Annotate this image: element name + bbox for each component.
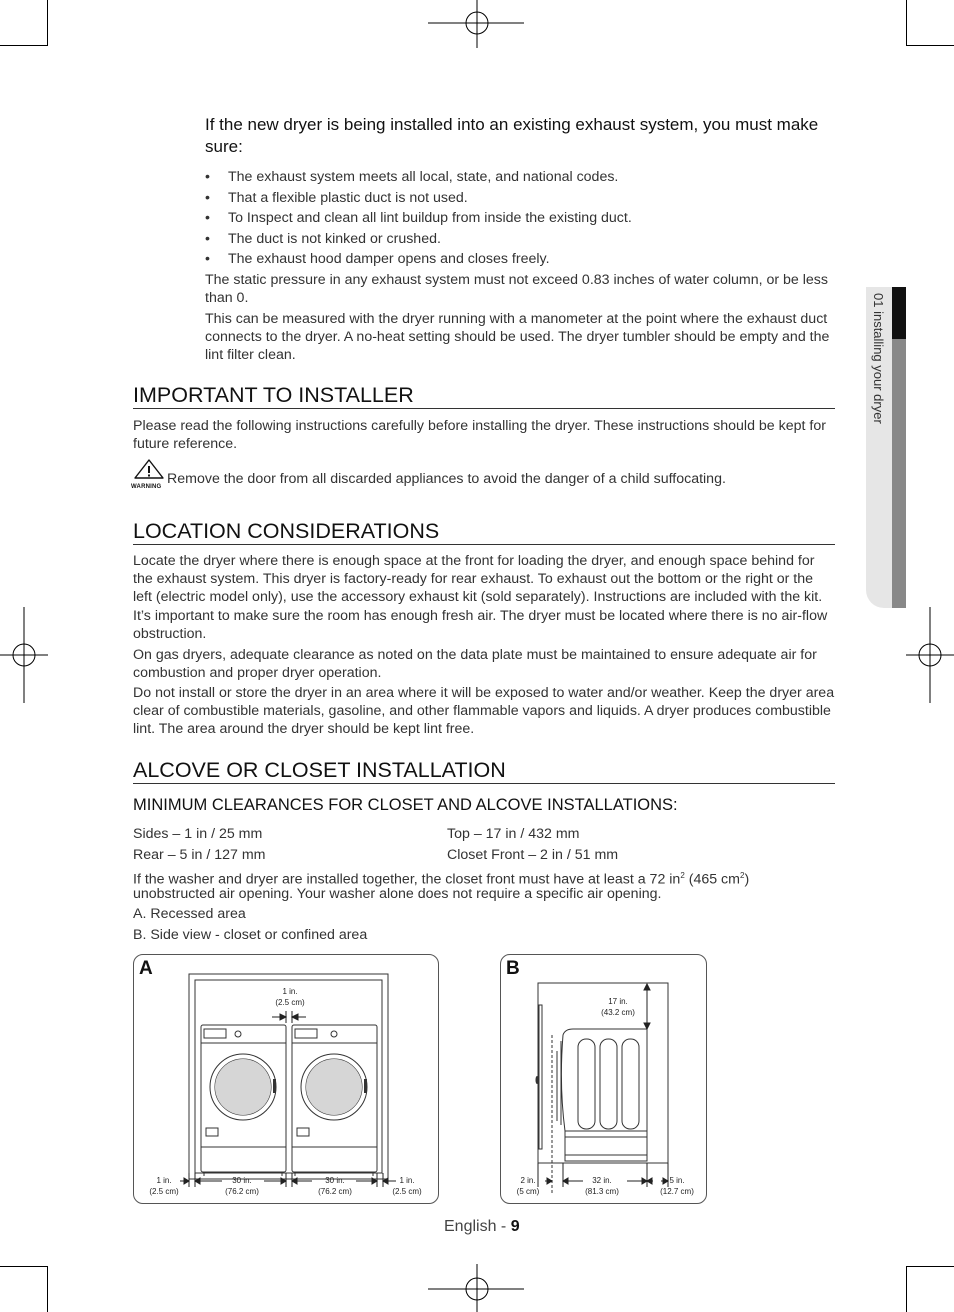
warning-icon (133, 459, 165, 481)
registration-mark-right (906, 607, 954, 703)
figure-label-a: A. Recessed area (133, 906, 246, 922)
crop-mark (906, 45, 954, 46)
dimension-label: 5 in. (12.7 cm) (660, 1176, 694, 1196)
crop-mark (906, 0, 907, 46)
chapter-tab-strip (892, 339, 906, 608)
crop-mark (0, 1266, 48, 1267)
section-rule (133, 783, 835, 784)
registration-mark-bottom (428, 1264, 528, 1312)
intro-heading: If the new dryer is being installed into an existing exhaust system, you must make sure: (205, 115, 819, 156)
section-rule (133, 544, 835, 545)
section-title: LOCATION CONSIDERATIONS (133, 519, 440, 543)
dimension-label: 32 in. (81.3 cm) (585, 1176, 619, 1196)
figure-letter: B (506, 958, 520, 979)
section-title: IMPORTANT TO INSTALLER (133, 383, 414, 407)
crop-mark (47, 1266, 48, 1312)
clearance-closet-front: Closet Front – 2 in / 51 mm (447, 847, 619, 863)
manometer-paragraph: This can be measured with the dryer running with a manometer at the point where the exhaust duct connects to the dryer. A no-heat setting should be used. The dryer tumbler should be empty and the lint filter clean. (205, 311, 830, 364)
registration-mark-top (428, 0, 528, 48)
registration-mark-left (0, 607, 48, 703)
dimension-label: 30 in. (76.2 cm) (318, 1176, 352, 1196)
crop-mark (906, 1266, 907, 1312)
clearance-sides: Sides – 1 in / 25 mm (133, 826, 263, 842)
crop-mark (47, 0, 48, 46)
warning-text: Remove the door from all discarded appliances to avoid the danger of a child suffocating. (167, 471, 726, 487)
section-title: ALCOVE OR CLOSET INSTALLATION (133, 758, 506, 782)
dimension-label: 1 in. (2.5 cm) (149, 1176, 179, 1196)
gas-dryer-paragraph: On gas dryers, adequate clearance as noted on the data plate must be maintained to ensure adequate air for combustion and proper dryer operation. (133, 647, 817, 682)
crop-mark (0, 45, 48, 46)
chapter-tab-label: 01 installing your dryer (871, 293, 886, 424)
important-paragraph: Please read the following instructions carefully before installing the dryer. These instructions should be kept for future reference. (133, 418, 826, 453)
dimension-label: 30 in. (76.2 cm) (225, 1176, 259, 1196)
clearance-rear: Rear – 5 in / 127 mm (133, 847, 266, 863)
clearances-subtitle: MINIMUM CLEARANCES FOR CLOSET AND ALCOVE INSTALLATIONS: (133, 796, 678, 814)
clearance-top: Top – 17 in / 432 mm (447, 826, 580, 842)
crop-mark (906, 1266, 954, 1267)
storage-paragraph: Do not install or store the dryer in an area where it will be exposed to water and/or weather. Keep the dryer area clear of combustible materials, gasoline, and other flammable vapors and liquids. A dryer produces combustible lint. The area around the dryer should be kept lint free. (133, 685, 835, 738)
figure-b-illustration (501, 955, 705, 1202)
dimension-label: 1 in. (2.5 cm) (275, 987, 305, 1007)
air-opening-text: If the washer and dryer are installed together, the closet front must have at least a 72 $in^2$ (465 $cm^2$) (133, 871, 750, 888)
section-rule (133, 408, 835, 409)
chapter-tab-marker (892, 287, 906, 339)
figure-letter: A (139, 958, 153, 979)
dimension-label: 2 in. (5 cm) (516, 1176, 540, 1196)
figure-label-b: B. Side view - closet or confined area (133, 927, 368, 943)
location-paragraph: Locate the dryer where there is enough space at the front for loading the dryer, and enough space behind for the exhaust system. This dryer is factory-ready for rear exhaust. To exhaust out the bottom or the right or the left (electric model only), use the accessory exhaust kit (sold separately). Instructions are included with the kit. It’s important to make sure the room has enough fresh air. The dryer must be located where there is no air-flow obstruction. (133, 553, 828, 642)
dimension-label: 1 in. (2.5 cm) (392, 1176, 422, 1196)
dimension-label: 17 in. (43.2 cm) (601, 997, 635, 1017)
page-footer: English - 9 (444, 1218, 520, 1235)
air-opening-text-line2: unobstructed air opening. Your washer alone does not require a specific air opening. (133, 886, 662, 902)
warning-label: WARNING (131, 484, 162, 490)
static-pressure-paragraph: The static pressure in any exhaust system must not exceed 0.83 inches of water column, or be less than 0. (205, 272, 828, 307)
